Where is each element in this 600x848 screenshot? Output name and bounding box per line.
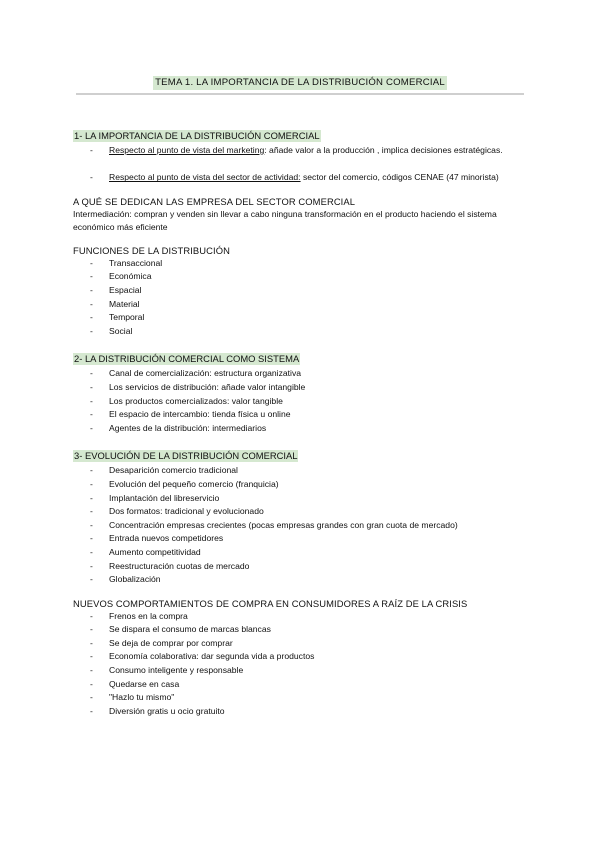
- list-item-underlined: Respecto al punto de vista del sector de actividad:: [109, 172, 301, 183]
- list-item: - Los servicios de distribución: añade valor intangible: [73, 381, 533, 395]
- section-heading-1: 1- LA IMPORTANCIA DE LA DISTRIBUCIÓN COMERCIAL: [74, 130, 320, 141]
- section-heading-funciones: FUNCIONES DE LA DISTRIBUCIÓN: [73, 244, 230, 256]
- list-item: - Espacial: [73, 284, 533, 298]
- list-item: - Diversión gratis u ocio gratuito: [73, 705, 533, 719]
- importancia-list: [73, 144, 533, 157]
- list-item: - Consumo inteligente y responsable: [73, 664, 533, 678]
- list-item: - Transaccional: [73, 257, 533, 271]
- list-item-text: sector del comercio, códigos CENAE (47 minorista): [300, 172, 499, 183]
- funciones-list: [73, 257, 533, 339]
- list-item: - El espacio de intercambio: tienda física u online: [73, 408, 533, 422]
- section-sistema: [73, 349, 533, 435]
- list-item: - Concentración empresas crecientes (pocas empresas grandes con gran cuota de mercado): [73, 519, 533, 533]
- list-item: [73, 171, 533, 184]
- list-item: - Se deja de comprar por comprar: [73, 637, 533, 651]
- empresa-paragraph: Intermediación: compran y venden sin llevar a cabo ninguna transformación en el producto haciendo el sistema económico más eficiente: [73, 208, 497, 232]
- list-item: - Globalización: [73, 573, 533, 587]
- list-item: - Agentes de la distribución: intermediarios: [73, 422, 533, 436]
- section-empresa: [73, 196, 533, 234]
- list-item: - Desaparición comercio tradicional: [73, 464, 533, 478]
- list-item: - "Hazlo tu mismo": [73, 691, 533, 705]
- list-item: - Dos formatos: tradicional y evolucionado: [73, 505, 533, 519]
- list-item: [73, 144, 533, 157]
- section-nuevos: [73, 598, 533, 719]
- title-block: [0, 72, 600, 90]
- list-item: - Aumento competitividad: [73, 546, 533, 560]
- list-item: - Frenos en la compra: [73, 610, 533, 624]
- list-item: - Implantación del libreservicio: [73, 492, 533, 506]
- evolucion-list: [73, 464, 533, 586]
- list-item: - Entrada nuevos competidores: [73, 532, 533, 546]
- list-item: - Economía colaborativa: dar segunda vida a productos: [73, 650, 533, 664]
- list-item: - Canal de comercialización: estructura organizativa: [73, 367, 533, 381]
- list-item: - Quedarse en casa: [73, 678, 533, 692]
- section-heading-2: 2- LA DISTRIBUCIÓN COMERCIAL COMO SISTEMA: [74, 353, 300, 365]
- title-divider: [76, 93, 524, 95]
- document-body: [73, 126, 533, 718]
- list-item: - Los productos comercializados: valor tangible: [73, 395, 533, 409]
- sistema-list: [73, 367, 533, 435]
- list-item: - Económica: [73, 270, 533, 284]
- list-item: - Reestructuración cuotas de mercado: [73, 560, 533, 574]
- nuevos-list: [73, 610, 533, 719]
- list-item-text: : añade valor a la producción , implica decisiones estratégicas.: [264, 145, 503, 155]
- list-item: - Temporal: [73, 311, 533, 325]
- section-heading-empresa: A QUÉ SE DEDICAN LAS EMPRESA DEL SECTOR COMERCIAL: [73, 195, 356, 207]
- document-title: TEMA 1. LA IMPORTANCIA DE LA DISTRIBUCIÓN COMERCIAL: [155, 77, 445, 88]
- list-item: - Material: [73, 298, 533, 312]
- list-item: - Evolución del pequeño comercio (franquicia): [73, 478, 533, 492]
- importancia-list-2: [73, 171, 533, 184]
- section-heading-3: 3- EVOLUCIÓN DE LA DISTRIBUCIÓN COMERCIAL: [74, 450, 298, 462]
- section-heading-nuevos: NUEVOS COMPORTAMIENTOS DE COMPRA EN CONSUMIDORES A RAÍZ DE LA CRISIS: [73, 597, 468, 609]
- list-item: - Social: [73, 325, 533, 339]
- section-evolucion: [73, 446, 533, 586]
- section-funciones: [73, 245, 533, 339]
- list-item: - Se dispara el consumo de marcas blancas: [73, 623, 533, 637]
- section-importancia: [73, 126, 533, 185]
- list-item-underlined: Respecto al punto de vista del marketing: [109, 145, 265, 155]
